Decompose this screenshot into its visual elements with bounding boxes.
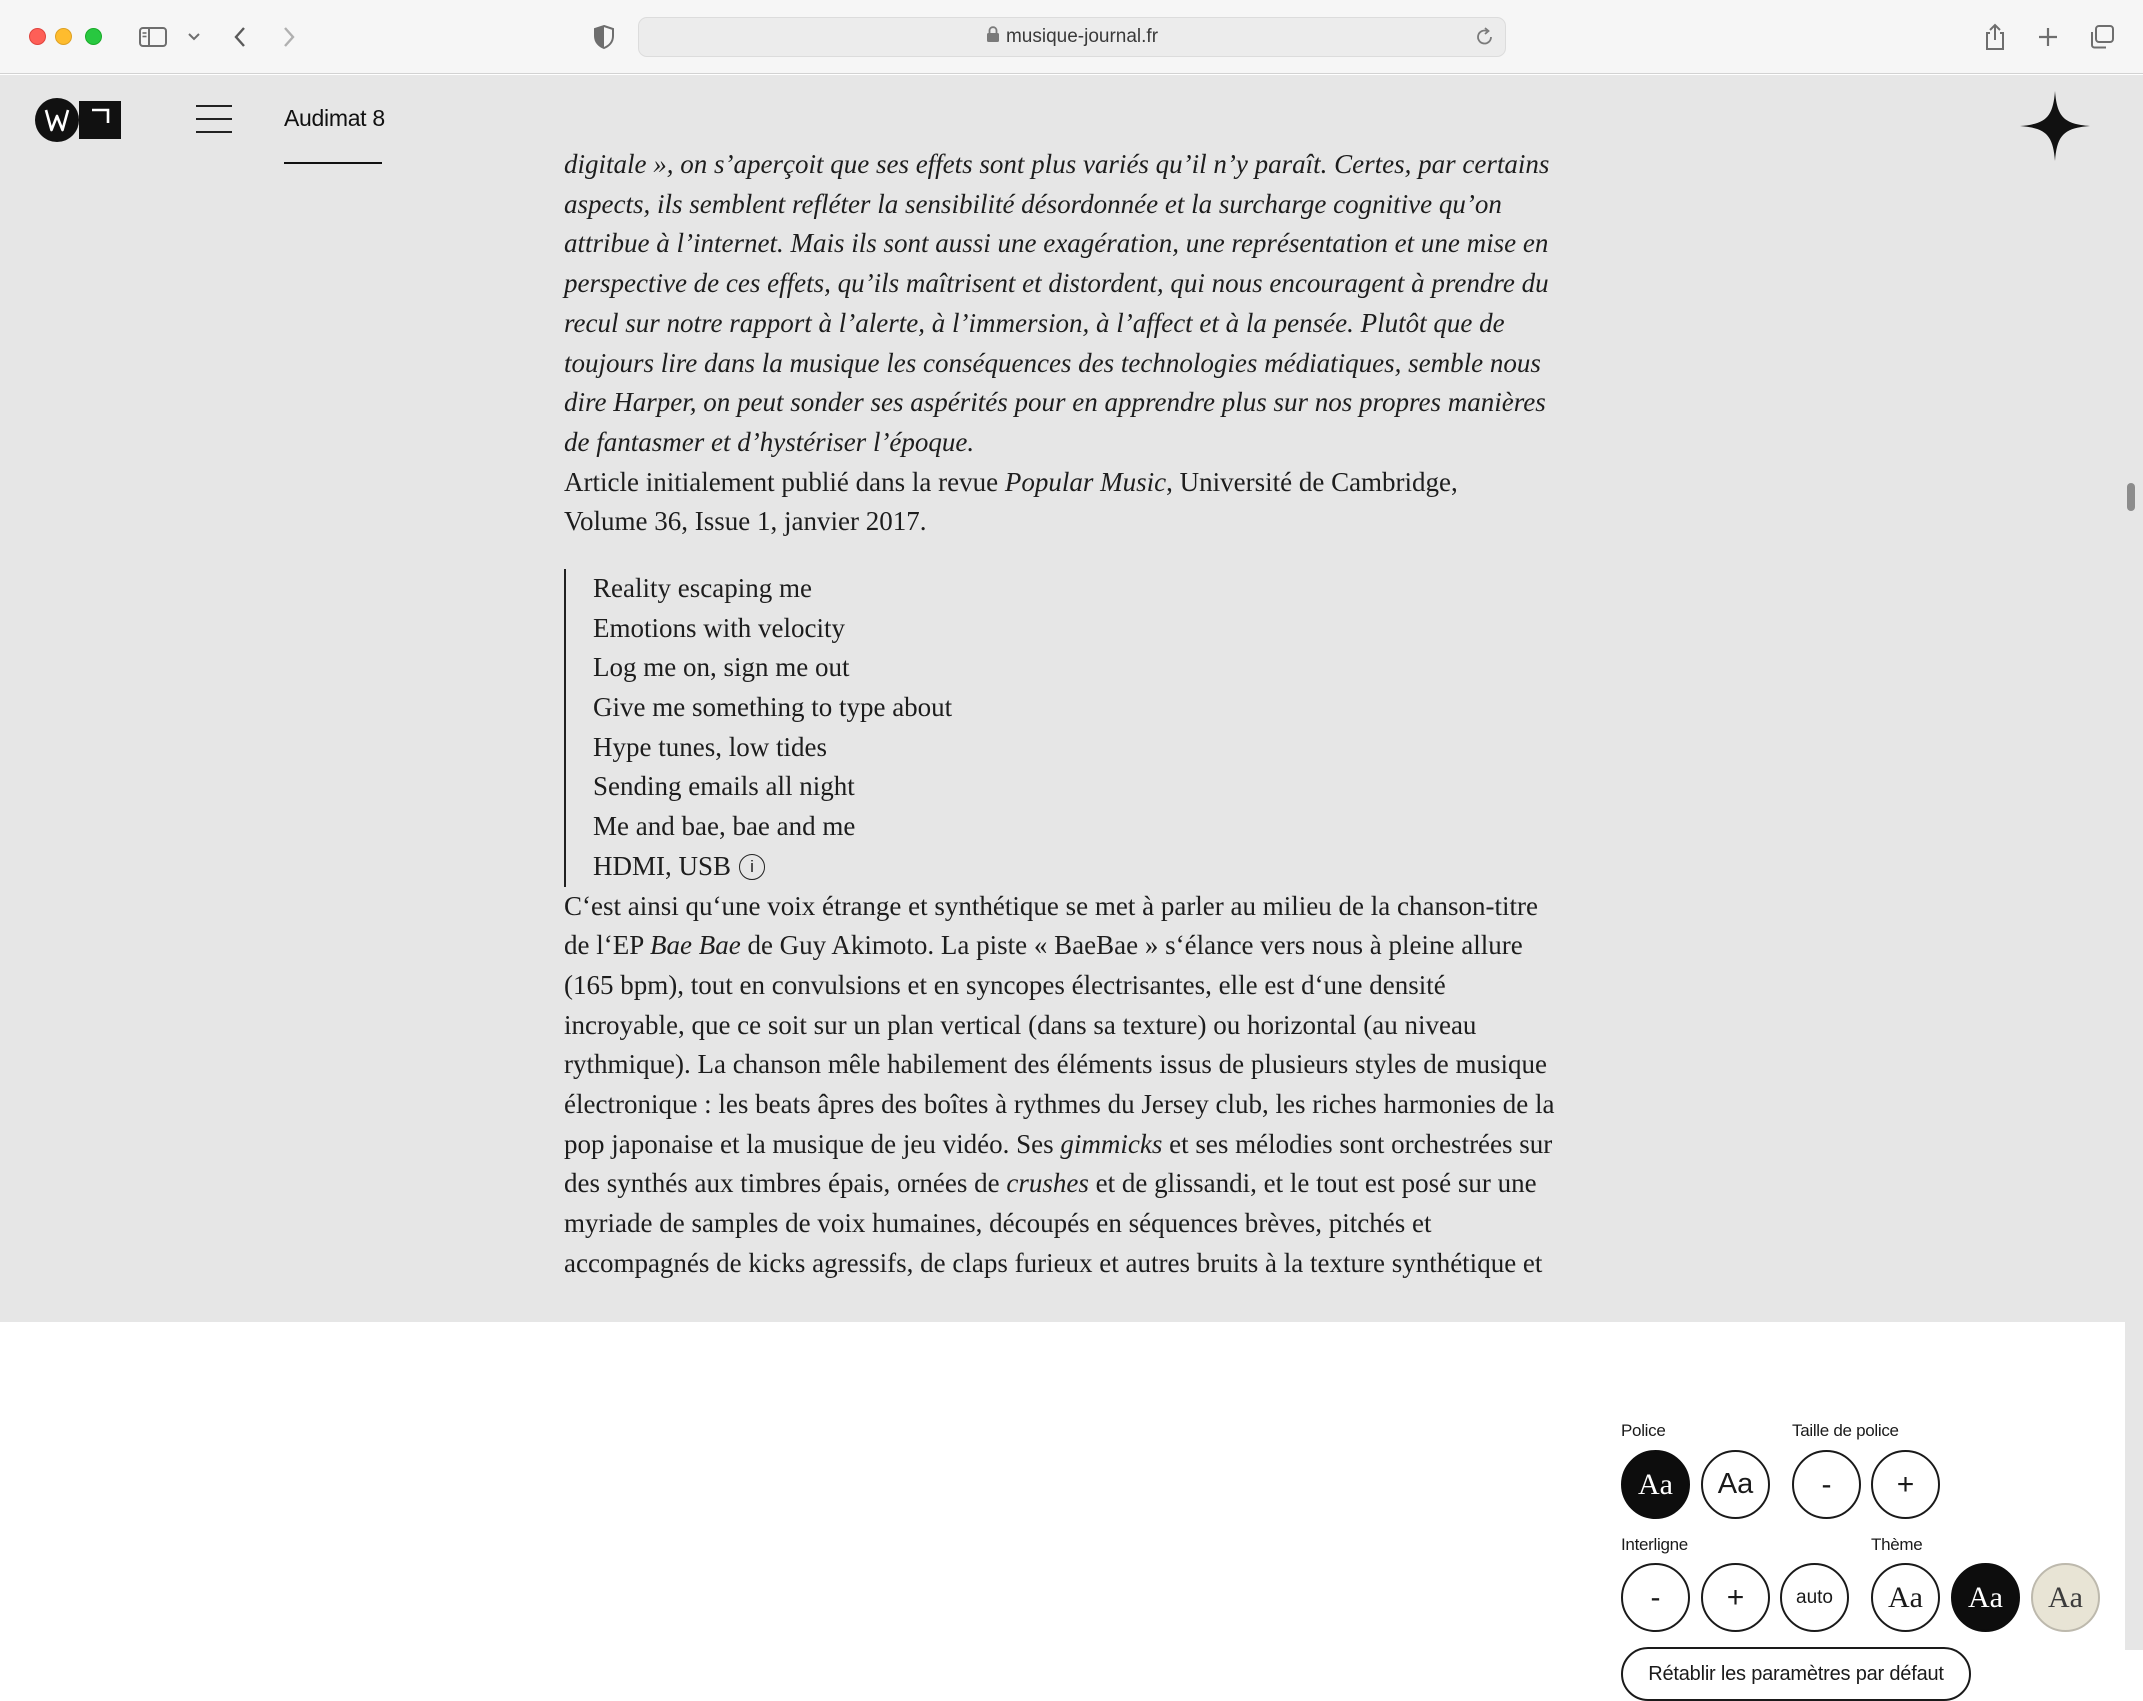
ep-title: Bae Bae — [649, 930, 741, 961]
nav-active-underline — [284, 162, 382, 164]
nav-current-section[interactable]: Audimat 8 — [284, 105, 385, 131]
body-line: accompagnés de kicks agressifs, de claps furieux et autres bruits à la texture synthétique et — [564, 1247, 1543, 1278]
new-tab-icon[interactable] — [2030, 20, 2066, 54]
emphasis: gimmicks — [1060, 1128, 1163, 1159]
intro-line: toujours lire dans la musique les conséquences des technologies médiatiques, semble nous — [564, 347, 1541, 378]
forward-arrow-icon[interactable] — [271, 20, 307, 54]
lyric-line: Emotions with velocity — [593, 612, 845, 643]
hamburger-menu-icon[interactable] — [196, 103, 234, 135]
share-icon[interactable] — [1977, 20, 2013, 54]
font-label: Police — [1621, 1421, 1666, 1440]
body-line: des synthés aux timbres épais, ornées de — [564, 1168, 1007, 1199]
line-height-auto-button[interactable]: auto — [1780, 1563, 1849, 1632]
lyric-line: Me and bae, bae and me — [593, 811, 856, 842]
font-size-label: Taille de police — [1792, 1421, 1899, 1440]
emphasis: crushes — [1006, 1168, 1089, 1199]
privacy-shield-icon[interactable] — [586, 20, 622, 54]
article-body — [564, 145, 1564, 1284]
page-scrollbar[interactable] — [2127, 483, 2135, 511]
theme-sepia-button[interactable]: Aa — [2031, 1563, 2100, 1632]
theme-dark-button[interactable]: Aa — [1951, 1563, 2020, 1632]
lyric-line-last — [593, 847, 1564, 887]
body-paragraph — [564, 887, 1564, 1284]
intro-line: dire Harper, on peut sonder ses aspérités pour en apprendre plus sur nos propres manières — [564, 387, 1546, 418]
zoom-window-button[interactable] — [85, 28, 102, 45]
lyric-line: Log me on, sign me out — [593, 652, 850, 683]
reset-settings-button[interactable]: Rétablir les paramètres par défaut — [1621, 1647, 1971, 1701]
intro-line: de fantasmer et d’hystériser l’époque. — [564, 426, 975, 457]
font-sans-button[interactable]: Aa — [1701, 1450, 1770, 1519]
body-line: C‘est ainsi qu‘une voix étrange et synthétique se met à parler au milieu de la chanson-titre — [564, 890, 1538, 921]
lyric-line: Reality escaping me — [593, 573, 812, 604]
sidebar-toggle-icon[interactable] — [135, 20, 171, 54]
lyric-line: Sending emails all night — [593, 771, 855, 802]
body-line: pop japonaise et la musique de jeu vidéo. Ses — [564, 1128, 1061, 1159]
tab-overview-icon[interactable] — [2084, 20, 2120, 54]
theme-light-button[interactable]: Aa — [1871, 1563, 1940, 1632]
chevron-down-icon[interactable] — [176, 20, 212, 54]
font-serif-button[interactable]: Aa — [1621, 1450, 1690, 1519]
source-text: Article initialement publié dans la revue — [564, 466, 1005, 497]
intro-line: aspects, ils semblent refléter la sensibilité désordonnée et la surcharge cognitive qu’on — [564, 188, 1502, 219]
body-line: et de glissandi, et le tout est posé sur une — [1088, 1168, 1537, 1199]
site-logo-icon[interactable] — [35, 97, 121, 143]
intro-line: attribue à l’internet. Mais ils sont aussi une exagération, une représentation et une mise en — [564, 228, 1549, 259]
line-height-label: Interligne — [1621, 1535, 1688, 1554]
minimize-window-button[interactable] — [55, 28, 72, 45]
footnote-info-icon[interactable]: i — [739, 854, 765, 880]
reload-icon[interactable] — [1475, 26, 1495, 54]
body-line: rythmique). La chanson mêle habilement des éléments issus de plusieurs styles de musique — [564, 1049, 1548, 1080]
url-text: musique-journal.fr — [1005, 26, 1159, 47]
source-text: , Université de Cambridge, — [1166, 466, 1458, 497]
reading-settings-panel — [0, 1322, 2125, 1685]
lyrics-blockquote — [564, 569, 1564, 887]
font-size-increase-button[interactable]: + — [1871, 1450, 1940, 1519]
intro-line: perspective de ces effets, qu’ils maîtrisent et distordent, qui nous encouragent à prendre du — [564, 268, 1549, 299]
line-height-increase-button[interactable]: + — [1701, 1563, 1770, 1632]
body-line: de l‘EP — [564, 930, 650, 961]
journal-name: Popular Music — [1004, 466, 1167, 497]
site-header — [0, 75, 2125, 175]
browser-toolbar — [0, 0, 2143, 74]
line-height-decrease-button[interactable]: - — [1621, 1563, 1690, 1632]
lyric-line: HDMI, USB — [593, 850, 732, 881]
body-line: de Guy Akimoto. La piste « BaeBae » s‘élance vers nous à pleine allure — [740, 930, 1523, 961]
lyric-line: Hype tunes, low tides — [593, 731, 827, 762]
sparkle-star-icon[interactable] — [2018, 89, 2092, 163]
intro-line: digitale », on s’aperçoit que ses effets sont plus variés qu’il n’y paraît. Certes, par certains — [564, 149, 1550, 179]
source-text: Volume 36, Issue 1, janvier 2017. — [564, 506, 927, 537]
body-line: électronique : les beats âpres des boîtes à rythmes du Jersey club, les riches harmonies de la — [564, 1089, 1555, 1120]
address-bar[interactable] — [638, 17, 1506, 57]
intro-paragraph — [564, 145, 1564, 463]
lyric-line: Give me something to type about — [593, 692, 953, 723]
body-line: myriade de samples de voix humaines, découpés en séquences brèves, pitchés et — [564, 1208, 1432, 1239]
back-arrow-icon[interactable] — [222, 20, 258, 54]
close-window-button[interactable] — [29, 28, 46, 45]
font-size-decrease-button[interactable]: - — [1792, 1450, 1861, 1519]
body-line: et ses mélodies sont orchestrées sur — [1162, 1128, 1553, 1159]
body-line: (165 bpm), tout en convulsions et en syncopes électrisantes, elle est d‘une densité — [564, 969, 1446, 1000]
body-line: incroyable, que ce soit sur un plan vertical (dans sa texture) ou horizontal (au niveau — [564, 1009, 1477, 1040]
lock-icon — [986, 26, 1000, 48]
source-paragraph — [564, 463, 1564, 542]
intro-line: recul sur notre rapport à l’alerte, à l’immersion, à l’affect et à la pensée. Plutôt que de — [564, 307, 1505, 338]
page-viewport — [0, 75, 2143, 1685]
theme-label: Thème — [1871, 1535, 1923, 1554]
